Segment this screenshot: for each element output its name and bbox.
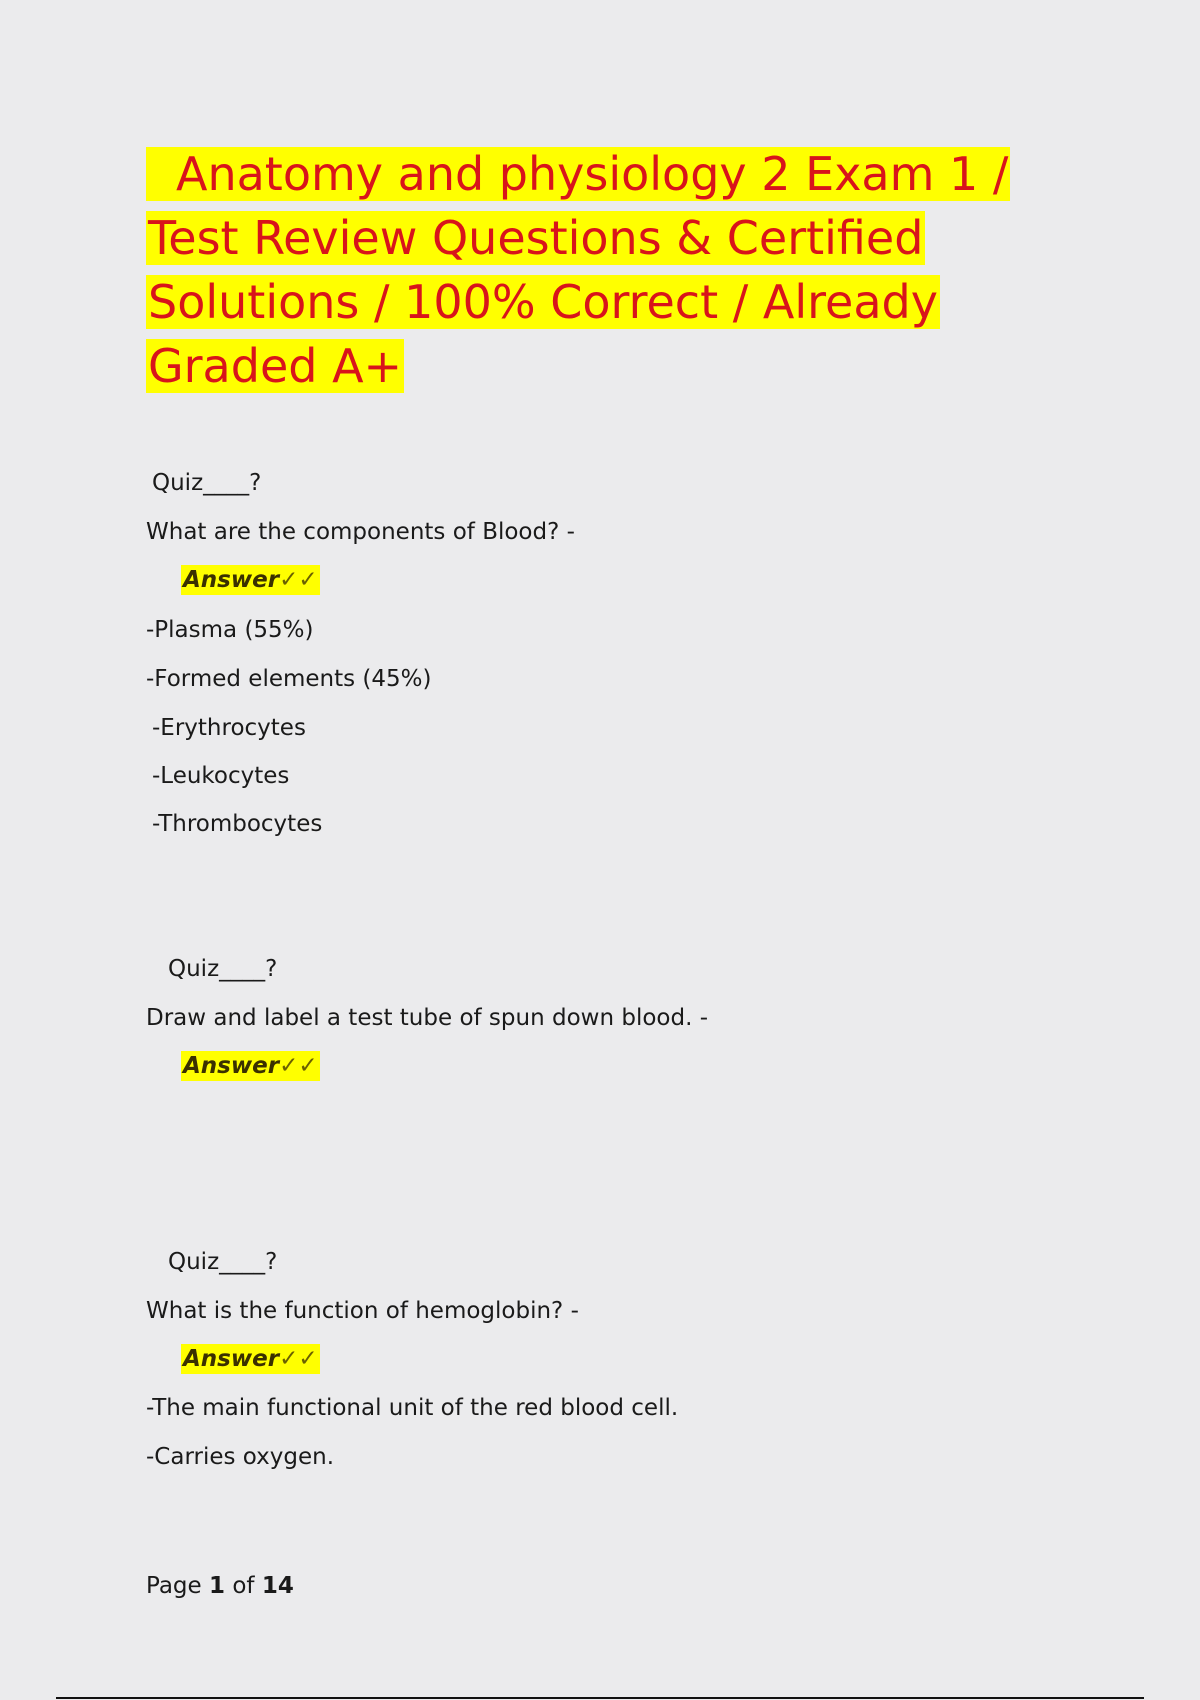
check-icon: ✓✓ — [279, 1346, 318, 1372]
answer-line: -Leukocytes — [152, 763, 290, 789]
answer-line: -Erythrocytes — [152, 715, 306, 741]
current-page: 1 — [209, 1573, 226, 1599]
document-title — [146, 142, 1106, 398]
answer-line: -Carries oxygen. — [146, 1444, 335, 1470]
of-word: of — [232, 1573, 255, 1599]
total-pages: 14 — [261, 1573, 294, 1599]
title-line-1: Anatomy and physiology 2 Exam 1 / — [146, 147, 1010, 201]
answer-label: Answer✓✓ — [183, 567, 318, 593]
answer-label: Answer✓✓ — [183, 1053, 318, 1079]
quiz-label: Quiz____? — [168, 1249, 278, 1275]
title-line-3: Solutions / 100% Correct / Already — [148, 275, 938, 329]
page-word: Page — [146, 1573, 202, 1599]
answer-line: -The main functional unit of the red blood cell. — [146, 1395, 679, 1421]
question-text: What is the function of hemoglobin? - — [146, 1298, 579, 1324]
page-number — [146, 1571, 294, 1601]
answer-line: -Plasma (55%) — [146, 617, 314, 643]
bottom-rule — [56, 1697, 1144, 1699]
question-text: Draw and label a test tube of spun down blood. - — [146, 1005, 708, 1031]
question-text: What are the components of Blood? - — [146, 519, 575, 545]
quiz-label: Quiz____? — [168, 956, 278, 982]
answer-line: -Thrombocytes — [152, 811, 323, 837]
title-line-2: Test Review Questions & Certified — [148, 211, 924, 265]
answer-label: Answer✓✓ — [183, 1346, 318, 1372]
answer-line: -Formed elements (45%) — [146, 666, 432, 692]
title-line-4: Graded A+ — [148, 339, 403, 393]
quiz-label: Quiz____? — [152, 470, 262, 496]
check-icon: ✓✓ — [279, 1053, 318, 1079]
check-icon: ✓✓ — [279, 567, 318, 593]
